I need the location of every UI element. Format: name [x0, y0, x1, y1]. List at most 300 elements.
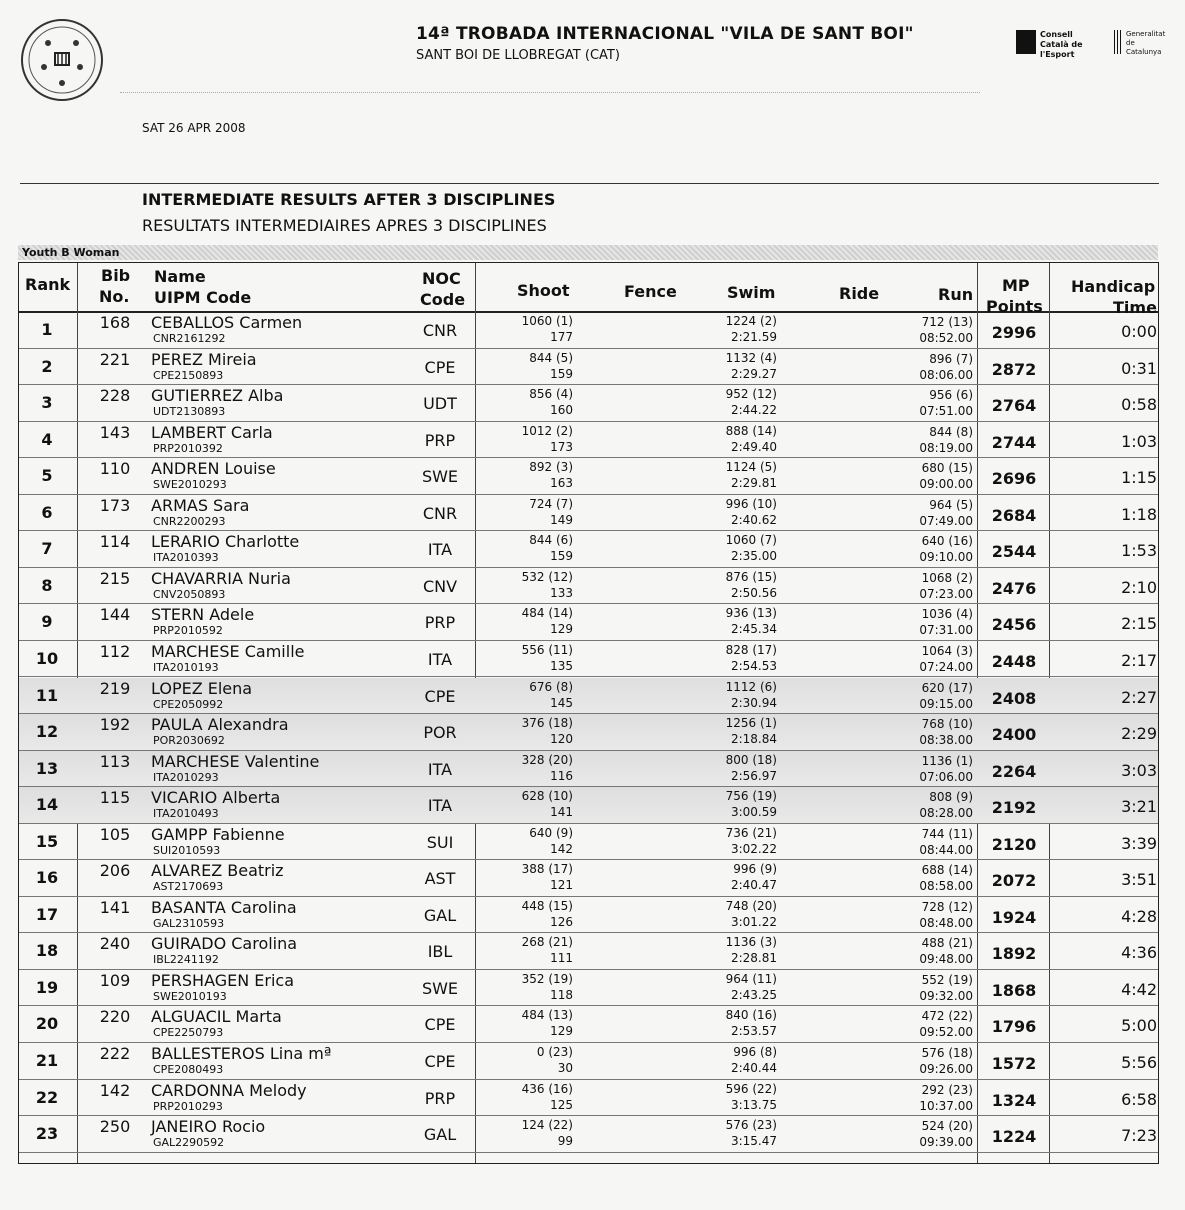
shoot-result: 448 (15): [521, 898, 573, 913]
swim-result: 996 (9): [733, 862, 777, 877]
rank-cell: 14: [35, 795, 59, 815]
shoot-points: 116: [550, 768, 573, 783]
rank-cell: 11: [35, 685, 59, 705]
run-result: 896 (7): [929, 351, 973, 366]
uipm-code: CNR2161292: [153, 332, 226, 345]
athlete-name: GUTIERREZ Alba: [151, 386, 284, 406]
athlete-name: GAMPP Fabienne: [151, 824, 285, 844]
col-noc-line1: NOC: [422, 269, 461, 288]
uipm-code: PRP2010592: [153, 624, 223, 638]
shoot-points: 120: [550, 732, 573, 747]
shoot-points: 141: [550, 805, 573, 820]
rank-cell: 17: [35, 904, 59, 924]
noc-code: GAL: [423, 905, 457, 925]
run-result: 472 (22): [921, 1009, 973, 1024]
noc-code: PRP: [424, 613, 456, 633]
shoot-result: 856 (4): [529, 387, 573, 402]
athlete-name: MARCHESE Valentine: [151, 751, 320, 771]
results-table: [18, 262, 1159, 1164]
run-time: 08:38.00: [919, 733, 973, 748]
swim-result: 964 (11): [725, 971, 777, 986]
rank-cell: 3: [41, 393, 53, 413]
swim-result: 952 (12): [725, 387, 777, 402]
mp-points: 2544: [991, 542, 1037, 562]
athlete-name: JANEIRO Rocio: [151, 1117, 266, 1137]
swim-result: 1112 (6): [725, 679, 777, 694]
athlete-name: MARCHESE Camille: [151, 641, 305, 661]
swim-result: 748 (20): [725, 898, 777, 913]
shoot-points: 121: [550, 878, 573, 893]
noc-code: PRP: [424, 430, 456, 450]
athlete-name: BASANTA Carolina: [151, 897, 297, 917]
shoot-points: 125: [550, 1097, 573, 1112]
noc-code: CPE: [424, 686, 456, 706]
swim-time: 2:49.40: [730, 439, 777, 454]
col-swim: Swim: [727, 283, 776, 302]
shoot-points: 149: [550, 512, 573, 527]
noc-code: CNR: [422, 503, 458, 523]
rank-cell: 16: [35, 868, 59, 888]
uipm-code: SWE2010193: [153, 989, 227, 1003]
athlete-name: VICARIO Alberta: [151, 788, 281, 808]
athlete-name: CEBALLOS Carmen: [151, 313, 303, 332]
shoot-points: 30: [557, 1061, 573, 1075]
mp-points: 2764: [991, 396, 1037, 416]
athlete-name: LOPEZ Elena: [151, 678, 253, 698]
mp-points: 2456: [991, 615, 1037, 635]
run-time: 09:32.00: [919, 988, 973, 1003]
rank-cell: 12: [35, 722, 59, 742]
table-row: [19, 641, 1158, 678]
table-row: [19, 751, 1158, 788]
mp-points: 1892: [991, 944, 1037, 964]
table-row: [19, 531, 1158, 568]
rank-cell: 10: [35, 648, 59, 668]
mp-points: 2448: [991, 651, 1037, 671]
shoot-result: 328 (20): [521, 752, 573, 767]
generalitat-logo-icon: [1114, 30, 1122, 54]
bib-cell: 114: [99, 532, 131, 552]
table-row: [19, 933, 1158, 970]
swim-time: 3:00.59: [730, 805, 777, 820]
bib-cell: 144: [99, 605, 131, 625]
noc-code: UDT: [423, 394, 457, 414]
shoot-points: 99: [557, 1134, 573, 1149]
bib-cell: 113: [99, 751, 131, 771]
shoot-points: 118: [550, 987, 573, 1002]
shoot-points: 129: [550, 1024, 573, 1039]
event-emblem-logo: [20, 15, 105, 105]
shoot-points: 177: [550, 330, 573, 344]
noc-code: SWE: [421, 467, 459, 487]
col-rank: Rank: [25, 275, 71, 294]
swim-result: 596 (22): [725, 1081, 777, 1096]
event-date: SAT 26 APR 2008: [142, 121, 246, 135]
noc-code: POR: [423, 723, 457, 743]
handicap-time: 6:58: [1121, 1089, 1157, 1109]
run-time: 08:48.00: [919, 915, 973, 930]
swim-time: 3:01.22: [730, 914, 777, 929]
uipm-code: POR2030692: [153, 734, 225, 748]
handicap-time: 2:29: [1121, 724, 1157, 744]
athlete-name: PERSHAGEN Erica: [151, 970, 295, 990]
swim-result: 736 (21): [725, 825, 777, 840]
table-row: [19, 970, 1158, 1007]
run-time: 08:52.00: [919, 331, 973, 345]
shoot-result: 628 (10): [521, 789, 573, 804]
table-row: [19, 897, 1158, 934]
bib-cell: 115: [99, 788, 131, 808]
run-result: 640 (16): [921, 534, 973, 549]
section-divider: [20, 183, 1159, 184]
run-result: 488 (21): [921, 936, 973, 951]
bib-cell: 220: [99, 1007, 131, 1027]
run-result: 552 (19): [921, 972, 973, 987]
table-row: [19, 604, 1158, 641]
sponsor-logos: [1016, 26, 1164, 60]
run-time: 07:06.00: [919, 769, 973, 784]
shoot-result: 352 (19): [521, 971, 573, 986]
run-time: 09:26.00: [919, 1062, 973, 1076]
rank-cell: 18: [35, 941, 59, 961]
uipm-code: GAL2310593: [153, 916, 225, 930]
swim-time: 2:40.47: [730, 878, 777, 893]
handicap-time: 3:39: [1121, 833, 1157, 853]
shoot-result: 484 (14): [521, 606, 573, 621]
bib-cell: 192: [99, 715, 131, 735]
rank-cell: 2: [41, 356, 53, 376]
run-time: 07:23.00: [919, 586, 973, 601]
noc-code: AST: [424, 869, 456, 889]
swim-time: 2:30.94: [730, 695, 777, 710]
run-time: 08:58.00: [919, 879, 973, 894]
run-time: 08:19.00: [919, 440, 973, 455]
swim-result: 888 (14): [725, 423, 777, 438]
shoot-result: 1060 (1): [521, 314, 573, 328]
handicap-time: 1:15: [1121, 468, 1157, 488]
rank-cell: 23: [35, 1124, 59, 1144]
shoot-result: 388 (17): [521, 862, 573, 877]
run-result: 524 (20): [921, 1119, 973, 1134]
table-row: [19, 714, 1158, 751]
uipm-code: UDT2130893: [153, 405, 226, 419]
run-result: 964 (5): [929, 497, 973, 512]
sponsor-right-label: Generalitat de Catalunya: [1126, 30, 1166, 56]
table-row: [19, 1080, 1158, 1117]
run-result: 620 (17): [921, 680, 973, 695]
noc-code: ITA: [427, 796, 453, 816]
run-time: 09:52.00: [919, 1025, 973, 1040]
table-row: [19, 422, 1158, 459]
athlete-name: STERN Adele: [151, 605, 255, 625]
bib-cell: 221: [99, 349, 131, 369]
athlete-name: BALLESTEROS Lina mª: [151, 1044, 332, 1063]
bib-cell: 143: [99, 422, 131, 442]
swim-result: 840 (16): [725, 1008, 777, 1023]
results-title: INTERMEDIATE RESULTS AFTER 3 DISCIPLINES: [142, 190, 556, 209]
swim-time: 2:21.59: [730, 330, 777, 344]
rank-cell: 4: [41, 429, 53, 449]
rank-cell: 9: [41, 612, 53, 632]
run-result: 744 (11): [921, 826, 973, 841]
mp-points: 2408: [991, 688, 1037, 708]
mp-points: 2872: [991, 359, 1037, 379]
table-row: [19, 568, 1158, 605]
swim-time: 2:53.57: [730, 1024, 777, 1039]
run-time: 07:51.00: [919, 404, 973, 419]
event-location: SANT BOI DE LLOBREGAT (CAT): [416, 48, 620, 63]
handicap-time: 3:03: [1121, 760, 1157, 780]
run-result: 292 (23): [921, 1082, 973, 1097]
shoot-points: 160: [550, 403, 573, 418]
shoot-result: 676 (8): [529, 679, 573, 694]
rank-cell: 6: [41, 502, 53, 522]
shoot-result: 844 (5): [529, 350, 573, 365]
table-row: [19, 824, 1158, 861]
shoot-points: 145: [550, 695, 573, 710]
athlete-name: ANDREN Louise: [151, 459, 276, 479]
athlete-name: CHAVARRIA Nuria: [151, 568, 291, 588]
swim-time: 2:18.84: [730, 732, 777, 747]
shoot-result: 124 (22): [521, 1118, 573, 1133]
table-row: [19, 787, 1158, 824]
rank-cell: 20: [35, 1014, 59, 1034]
noc-code: IBL: [427, 942, 453, 962]
uipm-code: ITA2010293: [153, 770, 219, 784]
mp-points: 2264: [991, 761, 1037, 781]
run-result: 956 (6): [929, 388, 973, 403]
mp-points: 1868: [991, 980, 1037, 1000]
shoot-result: 844 (6): [529, 533, 573, 548]
swim-result: 996 (8): [733, 1045, 777, 1059]
noc-code: CNR: [422, 321, 458, 340]
table-row: [19, 312, 1158, 349]
col-ride: Ride: [839, 284, 880, 303]
table-row: [19, 1006, 1158, 1043]
noc-code: CPE: [424, 357, 456, 377]
mp-points: 1924: [991, 907, 1037, 927]
rank-cell: 15: [35, 831, 59, 851]
handicap-time: 3:51: [1121, 870, 1157, 890]
bib-cell: 222: [99, 1044, 131, 1063]
run-result: 576 (18): [921, 1046, 973, 1060]
handicap-time: 1:18: [1121, 504, 1157, 524]
rank-cell: 19: [35, 977, 59, 997]
swim-result: 1132 (4): [725, 350, 777, 365]
run-result: 1136 (1): [921, 753, 973, 768]
swim-time: 2:43.25: [730, 987, 777, 1002]
rank-cell: 21: [35, 1051, 59, 1070]
col-handicap-line2: Time: [1113, 298, 1157, 317]
uipm-code: ITA2010493: [153, 807, 219, 821]
category-label: Youth B Woman: [18, 245, 1158, 260]
swim-result: 576 (23): [725, 1118, 777, 1133]
shoot-result: 532 (12): [521, 569, 573, 584]
shoot-result: 484 (13): [521, 1008, 573, 1023]
noc-code: CPE: [424, 1052, 456, 1071]
shoot-points: 159: [550, 366, 573, 381]
uipm-code: SUI2010593: [153, 843, 221, 857]
swim-time: 2:35.00: [730, 549, 777, 564]
uipm-code: ITA2010193: [153, 660, 219, 674]
uipm-code: ITA2010393: [153, 551, 219, 565]
table-row: [19, 385, 1158, 422]
uipm-code: CPE2250793: [153, 1026, 224, 1040]
uipm-code: PRP2010392: [153, 441, 223, 455]
run-time: 08:28.00: [919, 806, 973, 821]
athlete-name: ALVAREZ Beatriz: [151, 861, 284, 881]
run-result: 1068 (2): [921, 570, 973, 585]
run-time: 08:06.00: [919, 367, 973, 382]
uipm-code: CNV2050893: [153, 587, 226, 601]
run-time: 08:44.00: [919, 842, 973, 857]
athlete-name: GUIRADO Carolina: [151, 934, 298, 954]
shoot-result: 0 (23): [536, 1045, 573, 1059]
shoot-result: 436 (16): [521, 1081, 573, 1096]
shoot-points: 135: [550, 658, 573, 673]
swim-time: 2:45.34: [730, 622, 777, 637]
run-time: 10:37.00: [919, 1098, 973, 1113]
handicap-time: 0:31: [1121, 358, 1157, 378]
shoot-points: 173: [550, 439, 573, 454]
swim-result: 828 (17): [725, 642, 777, 657]
run-result: 808 (9): [929, 790, 973, 805]
uipm-code: CNR2200293: [153, 514, 226, 528]
rank-cell: 7: [41, 539, 53, 559]
handicap-time: 2:27: [1121, 687, 1157, 707]
col-fence: Fence: [624, 282, 677, 301]
mp-points: 2684: [991, 505, 1037, 525]
run-time: 07:24.00: [919, 659, 973, 674]
swim-time: 2:44.22: [730, 403, 777, 418]
run-result: 1036 (4): [921, 607, 973, 622]
handicap-time: 3:21: [1121, 797, 1157, 817]
swim-result: 996 (10): [725, 496, 777, 511]
noc-code: GAL: [423, 1125, 457, 1145]
uipm-code: PRP2010293: [153, 1099, 223, 1113]
bib-cell: 141: [99, 897, 131, 917]
uipm-code: CPE2080493: [153, 1063, 224, 1076]
shoot-points: 111: [550, 951, 573, 966]
col-noc-line2: Code: [420, 290, 466, 309]
header-divider: [120, 92, 980, 93]
col-bib-line1: Bib: [101, 266, 131, 285]
mp-points: 2120: [991, 834, 1037, 854]
uipm-code: IBL2241192: [153, 953, 219, 967]
table-row: [19, 458, 1158, 495]
noc-code: CPE: [424, 1015, 456, 1035]
swim-result: 1136 (3): [725, 935, 777, 950]
run-time: 07:31.00: [919, 623, 973, 638]
swim-result: 1224 (2): [725, 314, 777, 328]
mp-points: 2696: [991, 469, 1037, 489]
table-row: [19, 860, 1158, 897]
mp-points: 1796: [991, 1017, 1037, 1037]
bib-cell: 112: [99, 641, 131, 661]
mp-points: 2744: [991, 432, 1037, 452]
swim-result: 1060 (7): [725, 533, 777, 548]
athlete-name: ARMAS Sara: [151, 495, 250, 515]
col-handicap-line1: Handicap: [1071, 277, 1156, 296]
athlete-name: ALGUACIL Marta: [151, 1007, 282, 1027]
shoot-result: 556 (11): [521, 642, 573, 657]
rank-cell: 22: [35, 1087, 59, 1107]
athlete-name: PEREZ Mireia: [151, 349, 257, 369]
sponsor-left-label: Consell Català de l'Esport: [1040, 30, 1083, 59]
swim-time: 2:50.56: [730, 585, 777, 600]
shoot-points: 129: [550, 622, 573, 637]
rank-cell: 5: [41, 466, 53, 486]
shoot-points: 163: [550, 476, 573, 491]
mp-points: 2476: [991, 578, 1037, 598]
noc-code: PRP: [424, 1088, 456, 1108]
mp-points: 2400: [991, 725, 1037, 745]
run-time: 09:39.00: [919, 1135, 973, 1150]
swim-time: 2:40.62: [730, 512, 777, 527]
bib-cell: 240: [99, 934, 131, 954]
mp-points: 2192: [991, 798, 1037, 818]
handicap-time: 4:28: [1121, 906, 1157, 926]
table-header: [19, 263, 1158, 317]
uipm-code: CPE2150893: [153, 368, 224, 382]
bib-cell: 250: [99, 1117, 131, 1137]
run-time: 09:48.00: [919, 952, 973, 967]
run-result: 844 (8): [929, 424, 973, 439]
athlete-name: PAULA Alexandra: [151, 715, 289, 735]
uipm-code: AST2170693: [153, 880, 224, 894]
handicap-time: 4:36: [1121, 943, 1157, 963]
swim-result: 1124 (5): [725, 460, 777, 475]
table-row: [19, 678, 1158, 715]
handicap-time: 5:00: [1121, 1016, 1157, 1036]
bib-cell: 168: [99, 313, 131, 332]
handicap-time: 7:23: [1121, 1126, 1157, 1146]
swim-time: 2:54.53: [730, 658, 777, 673]
col-shoot: Shoot: [517, 281, 570, 300]
noc-code: ITA: [427, 540, 453, 560]
athlete-name: LAMBERT Carla: [151, 422, 273, 442]
rank-cell: 13: [35, 758, 59, 778]
bib-cell: 173: [99, 495, 131, 515]
swim-time: 2:40.44: [730, 1061, 777, 1075]
run-result: 680 (15): [921, 461, 973, 476]
bib-cell: 105: [99, 824, 131, 844]
col-name-line2: UIPM Code: [154, 288, 252, 307]
swim-time: 3:02.22: [730, 841, 777, 856]
col-name-line1: Name: [154, 267, 206, 286]
swim-time: 2:29.81: [730, 476, 777, 491]
run-result: 688 (14): [921, 863, 973, 878]
run-result: 1064 (3): [921, 643, 973, 658]
shoot-points: 142: [550, 841, 573, 856]
swim-result: 876 (15): [725, 569, 777, 584]
shoot-points: 133: [550, 585, 573, 600]
handicap-time: 1:03: [1121, 431, 1157, 451]
table-row: [19, 349, 1158, 386]
results-subtitle: RESULTATS INTERMEDIAIRES APRES 3 DISCIPLINES: [142, 216, 547, 235]
athlete-name: CARDONNA Melody: [151, 1080, 307, 1100]
mp-points: 1324: [991, 1090, 1037, 1110]
noc-code: CNV: [422, 576, 458, 596]
mp-points: 2072: [991, 871, 1037, 891]
run-time: 09:00.00: [919, 477, 973, 492]
consell-logo-icon: [1016, 30, 1036, 54]
swim-result: 800 (18): [725, 752, 777, 767]
shoot-result: 376 (18): [521, 716, 573, 731]
bib-cell: 215: [99, 568, 131, 588]
shoot-result: 268 (21): [521, 935, 573, 950]
noc-code: ITA: [427, 649, 453, 669]
